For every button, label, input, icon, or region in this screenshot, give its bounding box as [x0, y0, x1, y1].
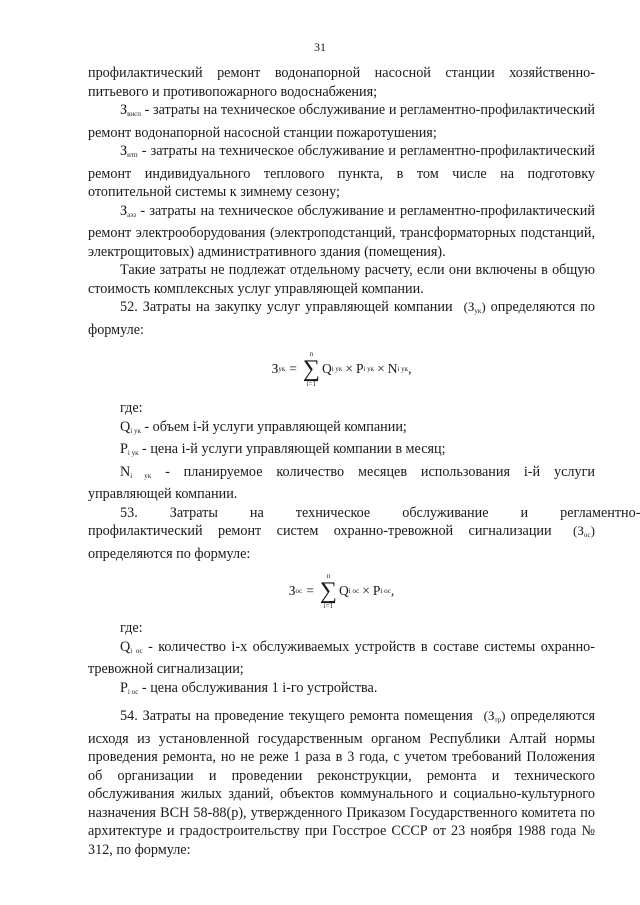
definition-n-uk	[88, 463, 595, 504]
symbol: З	[120, 143, 128, 159]
sum-lower-limit: i=1	[323, 602, 334, 610]
formula-1	[88, 339, 595, 399]
paragraph-text: определяются по формуле:	[88, 299, 595, 338]
symbol: (З	[463, 299, 475, 314]
paragraph-53-rest	[88, 522, 595, 563]
times-sign: ×	[345, 360, 353, 376]
definition-text: - планируемое количество месяцев использования i-й услуги управляющей компании.	[88, 463, 595, 502]
page-number: 31	[314, 40, 326, 54]
symbol-subscript: i ос	[130, 646, 143, 655]
definition-aez	[88, 202, 595, 262]
formula-lhs: З	[271, 360, 279, 376]
symbol-subscript: i ук	[130, 471, 152, 480]
paragraph-52	[88, 298, 595, 339]
formula-n: N	[387, 360, 398, 376]
word: Затраты	[169, 504, 218, 521]
symbol-close: )	[501, 708, 506, 723]
paragraph-text: 54. Затраты на проведение текущего ремонта помещения	[120, 708, 478, 724]
symbol-subscript: итп	[127, 151, 138, 159]
sum-upper-limit: n	[309, 350, 314, 358]
sum-upper-limit: n	[326, 572, 331, 580]
symbol: N	[120, 463, 131, 480]
paragraph-text: 52. Затраты на закупку услуг управляющей компании	[120, 299, 458, 315]
symbol-subscript: аэз	[127, 210, 136, 219]
where-label: где:	[120, 400, 143, 416]
times-sign: ×	[362, 582, 370, 598]
symbol-subscript: i ук	[130, 426, 141, 435]
word: техническое	[295, 504, 371, 521]
equals-sign: =	[306, 582, 314, 598]
paragraph-note: Такие затраты не подлежат отдельному расчету, если они включены в общую стоимость комплексных услуг управляющей компании.	[88, 262, 595, 297]
symbol: З	[120, 102, 128, 118]
word: регламентно-	[560, 504, 640, 521]
paragraph-53-first-line	[88, 504, 640, 523]
paragraph-text: определяются по формуле:	[88, 545, 251, 562]
definition-text: - цена i-й услуги управляющей компании в месяц;	[138, 441, 446, 457]
paragraph-text: профилактический ремонт водонапорной насосной станции хозяйственно-питьевого и противопожарного водоснабжения;	[88, 65, 595, 100]
equals-sign: =	[289, 360, 297, 376]
paragraph-text: определяются исходя из установленной государственным органом Республики Алтай нормы проведения ремонта, но не реже 1 раза в 3 года, с учетом требований Положения об организации и проведении реконструкции, ремонта и технического обслуживания жилых зданий, объектов коммунального и социально-культурного назначения ВСН 58-88(р), утвержденного Приказом Государственного комитета по архитектуре и градостроительству при Госстрое СССР от 23 ноября 1988 года № 312, по формуле:	[88, 708, 595, 858]
formula-p-subscript: i ос	[380, 586, 391, 595]
formula-p-subscript: i ук	[363, 364, 375, 373]
formula-q: Q	[339, 582, 349, 598]
document-body	[88, 64, 640, 859]
paragraph-continuation	[88, 64, 595, 101]
definition-vnsp	[88, 101, 595, 142]
definition-text: - объем i-й услуги управляющей компании;	[140, 418, 407, 435]
definition-text: - затраты на техническое обслуживание и регламентно-профилактический ремонт электрооборудования (электроподстанций, трансформаторных подстанций, электрощитовых) административного здания (помещения).	[88, 202, 595, 260]
symbol: (З	[573, 523, 584, 538]
sigma-symbol: ∑	[302, 356, 320, 382]
sigma-symbol: ∑	[319, 578, 338, 604]
formula-q-subscript: i ос	[348, 586, 360, 595]
formula-q: Q	[321, 360, 332, 376]
formula-tail: ,	[390, 582, 395, 598]
symbol: З	[120, 202, 128, 219]
symbol-subscript: внсп	[127, 110, 142, 118]
summation	[303, 350, 320, 388]
definition-p-uk	[88, 440, 595, 463]
symbol-subscript: ук	[474, 307, 482, 315]
times-sign: ×	[377, 360, 385, 376]
definition-text: - затраты на техническое обслуживание и регламентно-профилактический ремонт индивидуального теплового пункта, в том числе на подготовку отопительной системы к зимнему сезону;	[88, 143, 595, 200]
formula-tail: ,	[408, 360, 412, 376]
symbol-subscript: тр	[494, 716, 502, 724]
where-label: где:	[120, 620, 143, 636]
paragraph-54	[88, 707, 595, 859]
word: на	[249, 504, 264, 521]
symbol: (З	[483, 708, 495, 723]
formula-p: P	[355, 360, 364, 376]
definition-q-uk	[88, 418, 595, 441]
formula-lhs-subscript: ос	[295, 586, 303, 595]
definition-text: - цена обслуживания 1 i-го устройства.	[138, 679, 378, 696]
summation	[320, 572, 337, 610]
definition-text: - количество i-х обслуживаемых устройств в составе системы охранно-тревожной сигнализации;	[88, 638, 595, 677]
word: и	[520, 504, 529, 521]
symbol-close: )	[590, 523, 595, 538]
symbol: P	[120, 441, 128, 457]
word: 53.	[120, 504, 138, 521]
symbol-close: )	[481, 299, 486, 314]
formula-q-subscript: i ук	[331, 364, 343, 373]
definition-q-os	[88, 638, 595, 679]
symbol-subscript: i ос	[127, 687, 139, 696]
formula-p: P	[372, 582, 381, 598]
symbol: Q	[120, 638, 131, 655]
definition-itp	[88, 142, 595, 202]
symbol-subscript: i ук	[127, 449, 139, 457]
symbol: P	[120, 679, 128, 696]
sum-lower-limit: i=1	[306, 380, 317, 388]
paragraph-text: профилактический ремонт систем охранно-тревожной сигнализации	[88, 523, 568, 539]
formula-lhs-subscript: ук	[278, 364, 286, 373]
definition-p-os	[88, 679, 595, 702]
formula-n-subscript: i ук	[397, 364, 409, 373]
symbol: Q	[120, 418, 131, 435]
formula-lhs: З	[288, 582, 296, 598]
symbol-subscript: ос	[583, 531, 591, 539]
word: обслуживание	[402, 504, 489, 521]
formula-2	[88, 563, 595, 619]
definition-text: - затраты на техническое обслуживание и регламентно-профилактический ремонт водонапорной насосной станции пожаротушения;	[88, 102, 595, 141]
